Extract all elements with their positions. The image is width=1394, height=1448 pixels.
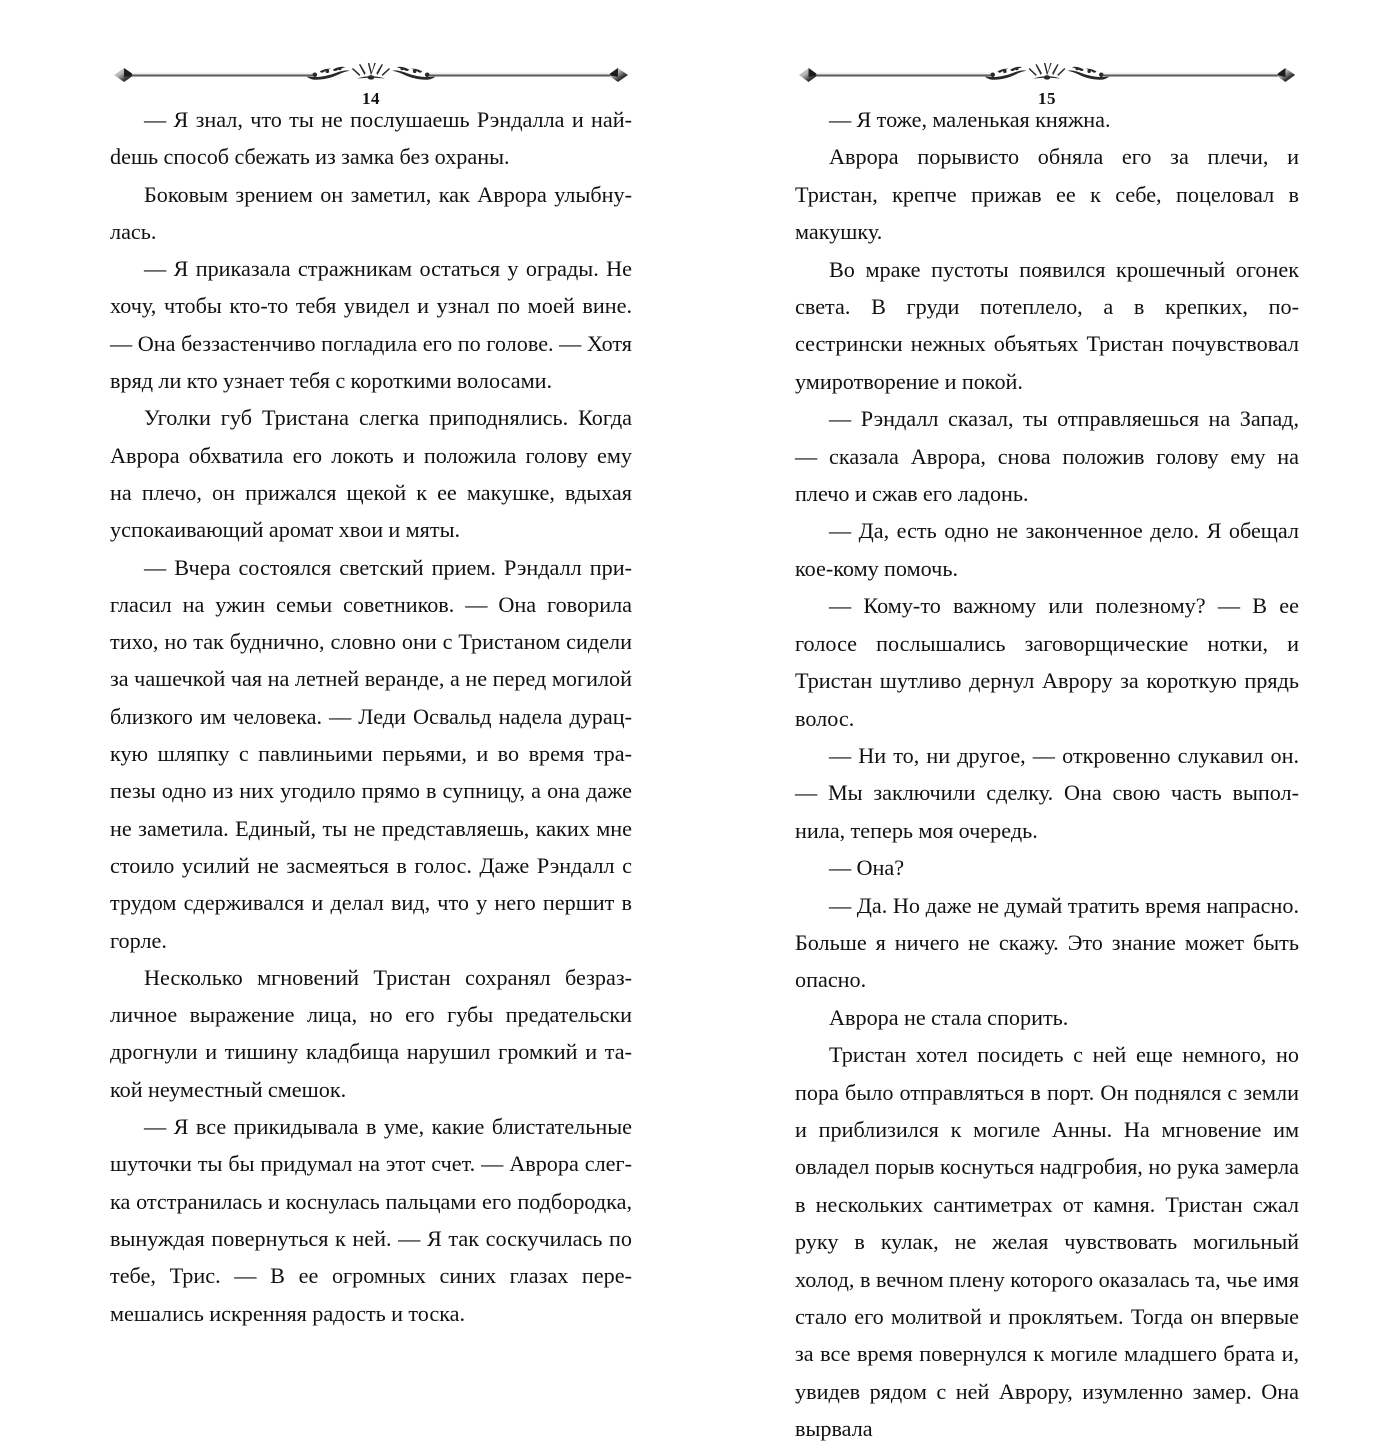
paragraph: — Рэндалл сказал, ты отправляешься на Запад, — сказала Аврора, снова положив голову ему на плечо и сжав его ладонь.	[795, 406, 1299, 507]
paragraph: Аврора не стала спорить.	[829, 1004, 1069, 1030]
page-left-header	[110, 0, 632, 108]
paragraph: — Ни то, ни другое, — откровенно слукавил он. — Мы заключили сделку. Она свою часть выполнила, теперь моя очередь.	[795, 742, 1299, 843]
page-right-text	[795, 101, 1299, 1448]
page-right-header	[795, 0, 1299, 108]
paragraph: — Я тоже, маленькая княжна.	[829, 107, 1111, 132]
ornament-divider-icon	[795, 55, 1299, 89]
paragraph: Тристан хотел посидеть с ней еще немного, но пора было отправляться в порт. Он поднялся с земли и приблизился к могиле Анны. На мгновение им овладел порыв коснуться надгробия, но рука замерла в нескольких сантиметрах от камня. Тристан сжал руку в кулак, не желая чувствовать могильный холод, в вечном плену которого оказалась та, чье имя стало его молитвой и проклятьем. Тогда он впервые за все время повернулся к могиле младшего брата и, увидев рядом с ней Аврору, изумленно замер. Она вырвала	[795, 1042, 1299, 1442]
paragraph: — Я все прикидывала в уме, какие блистательные шуточки ты бы придумал на этот счет. — Аврора слегка отстранилась и коснулась пальцами его подбородка, вынуждая повернуться к ней. — Я так соскучилась по тебе, Трис. — В ее огромных синих глазах перемешались искренняя радость и тоска.	[110, 1114, 632, 1326]
paragraph: Аврора порывисто обняла его за плечи, и Тристан, крепче прижав ее к себе, поцеловал в макушку.	[795, 144, 1299, 245]
paragraph: — Да. Но даже не думай тратить время напрасно. Больше я ничего не скажу. Это знание может быть опасно.	[795, 892, 1299, 993]
page-number: 15	[1038, 89, 1056, 108]
page-left	[0, 0, 697, 1326]
page-left-text	[110, 101, 632, 1332]
paragraph: — Она?	[829, 855, 905, 881]
paragraph: Во мраке пустоты появился крошечный огонек света. В груди потеплело, а в крепких, по-сестрински нежных объятьях Тристан почувствовал умиротворение и покой.	[795, 256, 1299, 394]
ornament-divider-icon	[110, 55, 632, 89]
paragraph: Боковым зрением он заметил, как Аврора улыбнулась.	[110, 181, 632, 244]
paragraph: Несколько мгновений Тристан сохранял безразличное выражение лица, но его губы предательски дрогнули и тишину кладбища нарушил громкий и такой неуместный смешок.	[110, 964, 632, 1102]
paragraph: — Я знал, что ты не послушаешь Рэндалла и найdешь способ сбежать из замка без охраны.	[110, 107, 632, 170]
page-number: 14	[362, 89, 380, 108]
paragraph: — Я приказала стражникам остаться у ограды. Не хочу, чтобы кто-то тебя увидел и узнал по моей вине. — Она беззастенчиво погладила его по голове. — Хотя вряд ли кто узнает тебя с короткими волосами.	[110, 256, 632, 394]
paragraph: — Вчера состоялся светский прием. Рэндалл пригласил на ужин семьи советников. — Она говорила тихо, но так буднично, словно они с Тристаном сидели за чашечкой чая на летней веранде, а не перед могилой близкого им человека. — Леди Освальд надела дурацкую шляпку с павлиньими перьями, и во время трапезы одно из них угодило прямо в супницу, а она даже не заметила. Единый, ты не представляешь, каких мне стоило усилий не засмеяться в голос. Даже Рэндалл с трудом сдерживался и делал вид, что у него першит в горле.	[110, 554, 632, 953]
paragraph: Уголки губ Тристана слегка приподнялись. Когда Аврора обхватила его локоть и положила голову ему на плечо, он прижался щекой к ее макушке, вдыхая успокаивающий аромат хвои и мяты.	[110, 405, 632, 543]
paragraph: — Да, есть одно не законченное дело. Я обещал кое-кому помочь.	[795, 518, 1299, 581]
page-right	[697, 0, 1394, 1442]
paragraph: — Кому-то важному или полезному? — В ее голосе послышались заговорщические нотки, и Тристан шутливо дернул Аврору за короткую прядь волос.	[795, 593, 1299, 731]
